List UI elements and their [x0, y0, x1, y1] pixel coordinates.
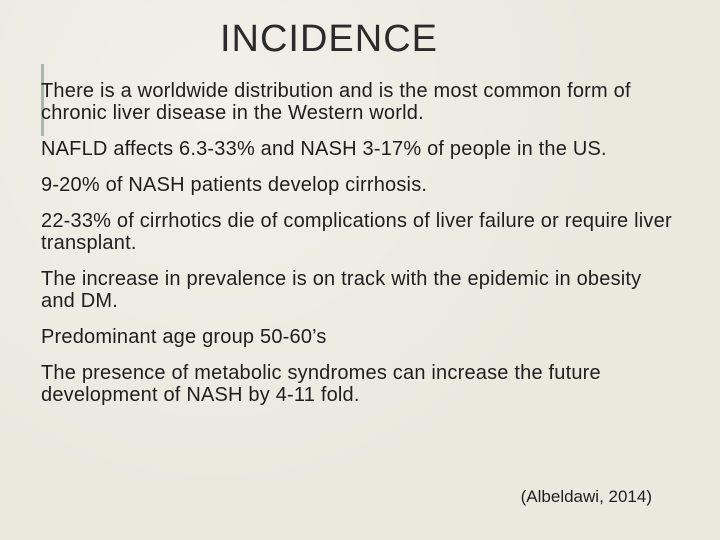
bullet-item: The presence of metabolic syndromes can increase the future development of NASH by 4-11 fold.: [41, 362, 601, 406]
bullet-item: 22-33% of cirrhotics die of complications of liver failure or require liver transplant.: [41, 210, 672, 254]
bullet-list: [41, 80, 681, 420]
bullet-item: The increase in prevalence is on track with the epidemic in obesity and DM.: [41, 268, 642, 312]
bullet-item: NAFLD affects 6.3-33% and NASH 3-17% of people in the US.: [41, 138, 607, 160]
slide-title: INCIDENCE: [219, 18, 439, 60]
bullet-item: Predominant age group 50-60’s: [41, 326, 327, 348]
bullet-item: There is a worldwide distribution and is the most common form of chronic liver disease in the Western world.: [41, 80, 631, 124]
citation: (Albeldawi, 2014): [520, 487, 652, 506]
bullet-item: 9-20% of NASH patients develop cirrhosis.: [41, 174, 428, 196]
